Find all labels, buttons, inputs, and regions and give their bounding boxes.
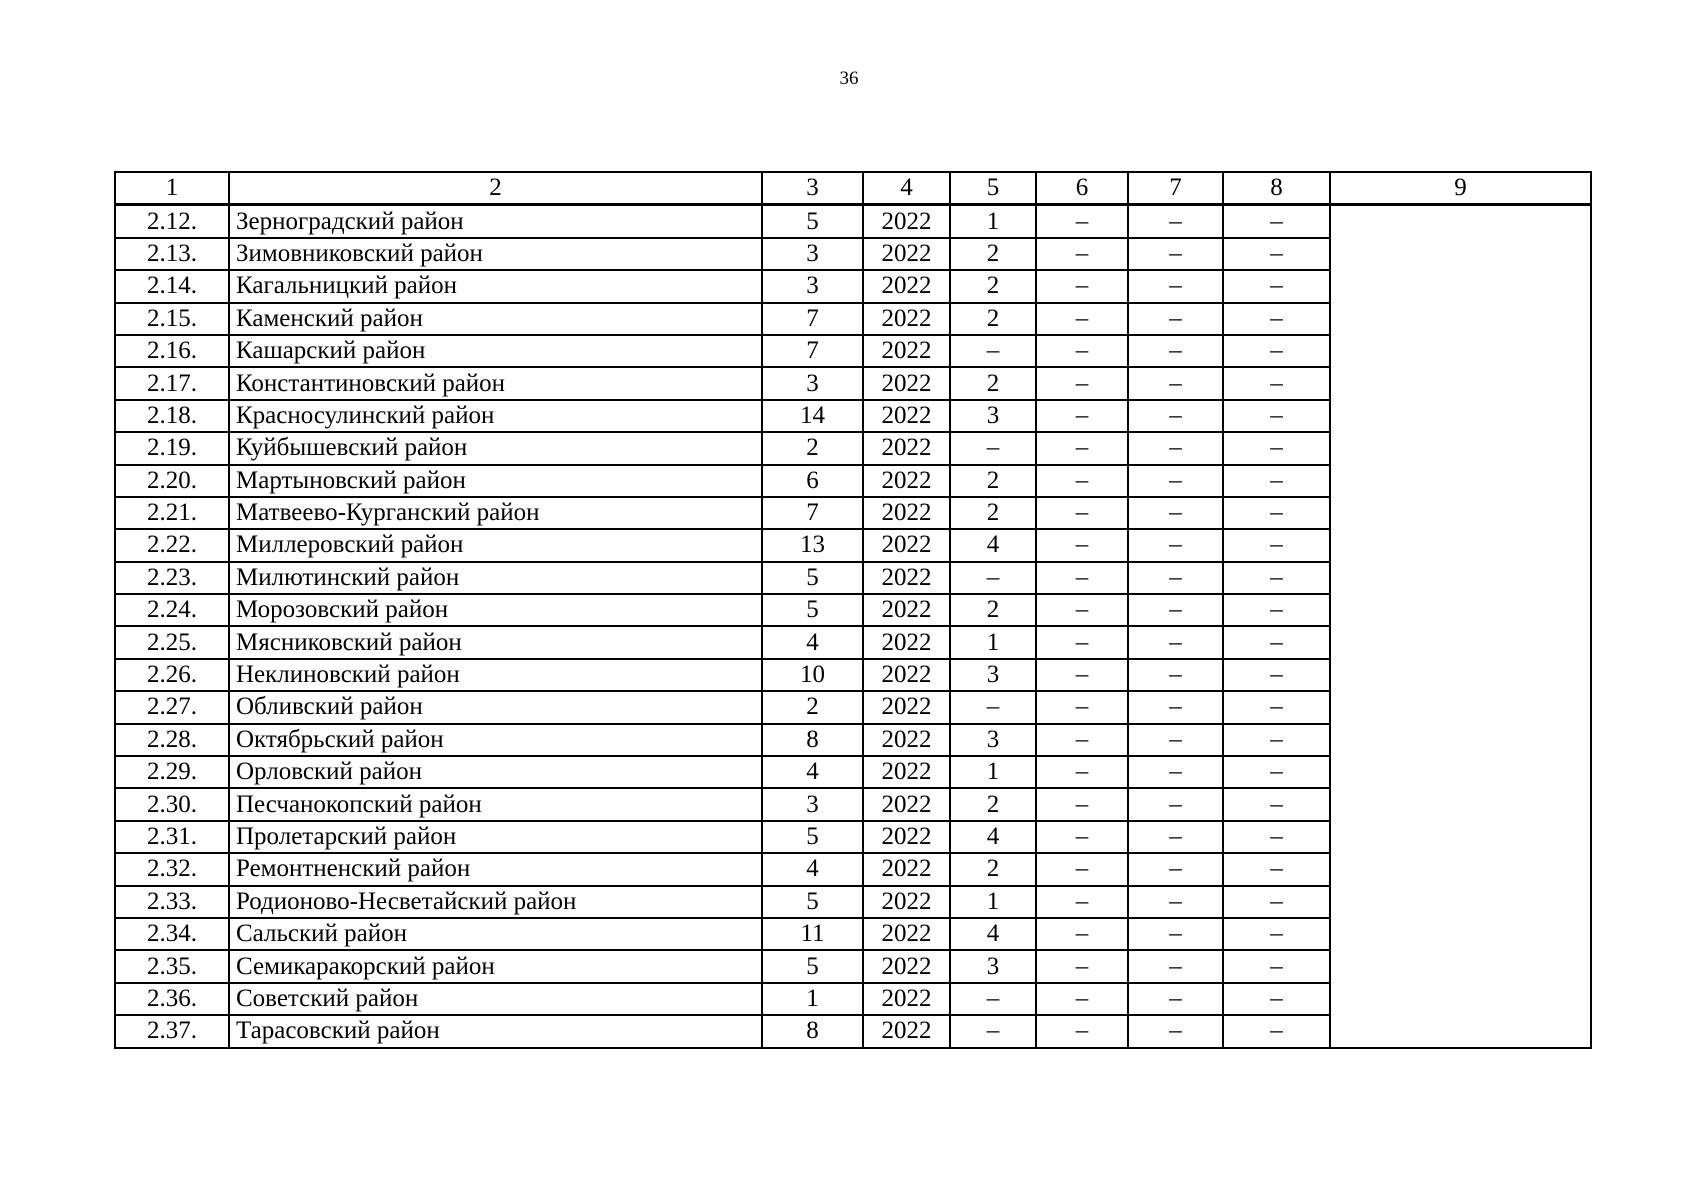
- col3-value-cell: 5: [762, 950, 863, 982]
- col8-value-cell: –: [1223, 918, 1330, 950]
- district-name-cell: Миллеровский район: [229, 529, 762, 561]
- district-name-cell: Ремонтненский район: [229, 853, 762, 885]
- col5-value-cell: 2: [950, 238, 1036, 270]
- col3-value-cell: 1: [762, 983, 863, 1015]
- col6-value-cell: –: [1036, 886, 1128, 918]
- col6-value-cell: –: [1036, 950, 1128, 982]
- header-cell: 7: [1128, 172, 1223, 205]
- district-name-cell: Пролетарский район: [229, 821, 762, 853]
- col8-value-cell: –: [1223, 594, 1330, 626]
- col5-value-cell: 3: [950, 659, 1036, 691]
- col7-value-cell: –: [1128, 367, 1223, 399]
- row-number-cell: 2.12.: [115, 205, 229, 238]
- col5-value-cell: 2: [950, 853, 1036, 885]
- col6-value-cell: –: [1036, 983, 1128, 1015]
- col7-value-cell: –: [1128, 821, 1223, 853]
- district-name-cell: Мясниковский район: [229, 626, 762, 658]
- year-cell: 2022: [863, 497, 950, 529]
- district-name-cell: Морозовский район: [229, 594, 762, 626]
- col7-value-cell: –: [1128, 626, 1223, 658]
- col7-value-cell: –: [1128, 432, 1223, 464]
- col3-value-cell: 5: [762, 594, 863, 626]
- col7-value-cell: –: [1128, 594, 1223, 626]
- col6-value-cell: –: [1036, 270, 1128, 302]
- col3-value-cell: 7: [762, 335, 863, 367]
- col8-value-cell: –: [1223, 691, 1330, 723]
- year-cell: 2022: [863, 756, 950, 788]
- col6-value-cell: –: [1036, 497, 1128, 529]
- col8-value-cell: –: [1223, 205, 1330, 238]
- year-cell: 2022: [863, 529, 950, 561]
- row-number-cell: 2.14.: [115, 270, 229, 302]
- header-cell: 1: [115, 172, 229, 205]
- col3-value-cell: 13: [762, 529, 863, 561]
- col3-value-cell: 4: [762, 756, 863, 788]
- header-cell: 3: [762, 172, 863, 205]
- col6-value-cell: –: [1036, 367, 1128, 399]
- district-name-cell: Родионово-Несветайский район: [229, 886, 762, 918]
- year-cell: 2022: [863, 465, 950, 497]
- district-name-cell: Неклиновский район: [229, 659, 762, 691]
- col6-value-cell: –: [1036, 821, 1128, 853]
- col6-value-cell: –: [1036, 659, 1128, 691]
- row-number-cell: 2.15.: [115, 303, 229, 335]
- col3-value-cell: 8: [762, 1015, 863, 1047]
- col7-value-cell: –: [1128, 205, 1223, 238]
- col5-value-cell: 1: [950, 205, 1036, 238]
- col7-value-cell: –: [1128, 562, 1223, 594]
- col7-value-cell: –: [1128, 238, 1223, 270]
- row-number-cell: 2.27.: [115, 691, 229, 723]
- col7-value-cell: –: [1128, 886, 1223, 918]
- col6-value-cell: –: [1036, 756, 1128, 788]
- col5-value-cell: –: [950, 335, 1036, 367]
- district-name-cell: Каменский район: [229, 303, 762, 335]
- col3-value-cell: 4: [762, 626, 863, 658]
- year-cell: 2022: [863, 205, 950, 238]
- year-cell: 2022: [863, 626, 950, 658]
- col8-value-cell: –: [1223, 497, 1330, 529]
- row-number-cell: 2.18.: [115, 400, 229, 432]
- col5-value-cell: –: [950, 432, 1036, 464]
- col7-value-cell: –: [1128, 1015, 1223, 1047]
- col5-value-cell: –: [950, 691, 1036, 723]
- row-number-cell: 2.24.: [115, 594, 229, 626]
- col3-value-cell: 2: [762, 432, 863, 464]
- col3-value-cell: 2: [762, 691, 863, 723]
- col7-value-cell: –: [1128, 788, 1223, 820]
- district-name-cell: Зимовниковский район: [229, 238, 762, 270]
- row-number-cell: 2.31.: [115, 821, 229, 853]
- row-number-cell: 2.28.: [115, 724, 229, 756]
- row-number-cell: 2.19.: [115, 432, 229, 464]
- col8-value-cell: –: [1223, 950, 1330, 982]
- col5-value-cell: 1: [950, 886, 1036, 918]
- col8-value-cell: –: [1223, 335, 1330, 367]
- col3-value-cell: 8: [762, 724, 863, 756]
- district-name-cell: Песчанокопский район: [229, 788, 762, 820]
- col8-value-cell: –: [1223, 562, 1330, 594]
- year-cell: 2022: [863, 367, 950, 399]
- col8-value-cell: –: [1223, 270, 1330, 302]
- district-name-cell: Обливский район: [229, 691, 762, 723]
- district-name-cell: Милютинский район: [229, 562, 762, 594]
- col8-value-cell: –: [1223, 465, 1330, 497]
- col6-value-cell: –: [1036, 853, 1128, 885]
- row-number-cell: 2.37.: [115, 1015, 229, 1047]
- year-cell: 2022: [863, 270, 950, 302]
- row-number-cell: 2.21.: [115, 497, 229, 529]
- col7-value-cell: –: [1128, 724, 1223, 756]
- col3-value-cell: 5: [762, 205, 863, 238]
- row-number-cell: 2.33.: [115, 886, 229, 918]
- col3-value-cell: 7: [762, 303, 863, 335]
- row-number-cell: 2.20.: [115, 465, 229, 497]
- col5-value-cell: 2: [950, 270, 1036, 302]
- district-name-cell: Октябрьский район: [229, 724, 762, 756]
- col6-value-cell: –: [1036, 626, 1128, 658]
- col6-value-cell: –: [1036, 529, 1128, 561]
- year-cell: 2022: [863, 562, 950, 594]
- year-cell: 2022: [863, 788, 950, 820]
- col8-value-cell: –: [1223, 367, 1330, 399]
- col7-value-cell: –: [1128, 400, 1223, 432]
- col3-value-cell: 5: [762, 821, 863, 853]
- data-table: [114, 171, 1592, 1049]
- district-name-cell: Советский район: [229, 983, 762, 1015]
- row-number-cell: 2.17.: [115, 367, 229, 399]
- col3-value-cell: 4: [762, 853, 863, 885]
- year-cell: 2022: [863, 724, 950, 756]
- col6-value-cell: –: [1036, 465, 1128, 497]
- header-cell: 6: [1036, 172, 1128, 205]
- col3-value-cell: 3: [762, 367, 863, 399]
- col8-value-cell: –: [1223, 853, 1330, 885]
- col7-value-cell: –: [1128, 303, 1223, 335]
- year-cell: 2022: [863, 821, 950, 853]
- district-name-cell: Мартыновский район: [229, 465, 762, 497]
- row-number-cell: 2.30.: [115, 788, 229, 820]
- year-cell: 2022: [863, 400, 950, 432]
- header-cell: 9: [1330, 172, 1591, 205]
- col7-value-cell: –: [1128, 465, 1223, 497]
- year-cell: 2022: [863, 983, 950, 1015]
- year-cell: 2022: [863, 886, 950, 918]
- header-cell: 5: [950, 172, 1036, 205]
- col8-value-cell: –: [1223, 626, 1330, 658]
- year-cell: 2022: [863, 659, 950, 691]
- row-number-cell: 2.36.: [115, 983, 229, 1015]
- col8-value-cell: –: [1223, 886, 1330, 918]
- row-number-cell: 2.32.: [115, 853, 229, 885]
- col5-value-cell: 1: [950, 626, 1036, 658]
- col3-value-cell: 14: [762, 400, 863, 432]
- col6-value-cell: –: [1036, 238, 1128, 270]
- col3-value-cell: 6: [762, 465, 863, 497]
- row-number-cell: 2.22.: [115, 529, 229, 561]
- col3-value-cell: 3: [762, 270, 863, 302]
- header-cell: 4: [863, 172, 950, 205]
- year-cell: 2022: [863, 335, 950, 367]
- district-name-cell: Красносулинский район: [229, 400, 762, 432]
- year-cell: 2022: [863, 432, 950, 464]
- col6-value-cell: –: [1036, 918, 1128, 950]
- col3-value-cell: 3: [762, 238, 863, 270]
- col3-value-cell: 7: [762, 497, 863, 529]
- year-cell: 2022: [863, 238, 950, 270]
- col3-value-cell: 11: [762, 918, 863, 950]
- district-name-cell: Константиновский район: [229, 367, 762, 399]
- col5-value-cell: 3: [950, 724, 1036, 756]
- col9-merged-cell: [1330, 205, 1591, 1048]
- col7-value-cell: –: [1128, 659, 1223, 691]
- row-number-cell: 2.34.: [115, 918, 229, 950]
- col6-value-cell: –: [1036, 335, 1128, 367]
- col6-value-cell: –: [1036, 303, 1128, 335]
- col7-value-cell: –: [1128, 497, 1223, 529]
- col6-value-cell: –: [1036, 1015, 1128, 1047]
- col5-value-cell: 3: [950, 950, 1036, 982]
- row-number-cell: 2.13.: [115, 238, 229, 270]
- col8-value-cell: –: [1223, 724, 1330, 756]
- col3-value-cell: 5: [762, 562, 863, 594]
- col5-value-cell: 2: [950, 303, 1036, 335]
- col8-value-cell: –: [1223, 821, 1330, 853]
- col6-value-cell: –: [1036, 400, 1128, 432]
- col5-value-cell: –: [950, 1015, 1036, 1047]
- page-number: 36: [839, 68, 859, 89]
- col7-value-cell: –: [1128, 983, 1223, 1015]
- row-number-cell: 2.35.: [115, 950, 229, 982]
- district-name-cell: Куйбышевский район: [229, 432, 762, 464]
- district-name-cell: Кашарский район: [229, 335, 762, 367]
- col8-value-cell: –: [1223, 529, 1330, 561]
- col8-value-cell: –: [1223, 303, 1330, 335]
- col3-value-cell: 5: [762, 886, 863, 918]
- col7-value-cell: –: [1128, 950, 1223, 982]
- col8-value-cell: –: [1223, 756, 1330, 788]
- col5-value-cell: 2: [950, 465, 1036, 497]
- col6-value-cell: –: [1036, 724, 1128, 756]
- col5-value-cell: 1: [950, 756, 1036, 788]
- year-cell: 2022: [863, 918, 950, 950]
- row-number-cell: 2.29.: [115, 756, 229, 788]
- table-body: [115, 205, 1591, 1048]
- col6-value-cell: –: [1036, 594, 1128, 626]
- row-number-cell: 2.23.: [115, 562, 229, 594]
- col8-value-cell: –: [1223, 788, 1330, 820]
- col8-value-cell: –: [1223, 1015, 1330, 1047]
- col5-value-cell: 3: [950, 400, 1036, 432]
- col7-value-cell: –: [1128, 853, 1223, 885]
- col8-value-cell: –: [1223, 983, 1330, 1015]
- col6-value-cell: –: [1036, 432, 1128, 464]
- col3-value-cell: 10: [762, 659, 863, 691]
- col7-value-cell: –: [1128, 691, 1223, 723]
- header-row: [115, 172, 1591, 205]
- col5-value-cell: 2: [950, 367, 1036, 399]
- year-cell: 2022: [863, 1015, 950, 1047]
- year-cell: 2022: [863, 853, 950, 885]
- district-name-cell: Матвеево-Курганский район: [229, 497, 762, 529]
- col5-value-cell: 2: [950, 497, 1036, 529]
- col7-value-cell: –: [1128, 335, 1223, 367]
- col5-value-cell: 4: [950, 821, 1036, 853]
- col5-value-cell: –: [950, 983, 1036, 1015]
- row-number-cell: 2.26.: [115, 659, 229, 691]
- district-name-cell: Семикаракорский район: [229, 950, 762, 982]
- year-cell: 2022: [863, 594, 950, 626]
- col5-value-cell: 2: [950, 594, 1036, 626]
- row-number-cell: 2.16.: [115, 335, 229, 367]
- col6-value-cell: –: [1036, 788, 1128, 820]
- header-cell: 2: [229, 172, 762, 205]
- year-cell: 2022: [863, 303, 950, 335]
- col6-value-cell: –: [1036, 562, 1128, 594]
- district-name-cell: Зерноградский район: [229, 205, 762, 238]
- col6-value-cell: –: [1036, 205, 1128, 238]
- col7-value-cell: –: [1128, 270, 1223, 302]
- col8-value-cell: –: [1223, 238, 1330, 270]
- header-cell: 8: [1223, 172, 1330, 205]
- col8-value-cell: –: [1223, 659, 1330, 691]
- year-cell: 2022: [863, 950, 950, 982]
- col5-value-cell: 4: [950, 529, 1036, 561]
- district-name-cell: Орловский район: [229, 756, 762, 788]
- col5-value-cell: –: [950, 562, 1036, 594]
- col8-value-cell: –: [1223, 400, 1330, 432]
- col7-value-cell: –: [1128, 529, 1223, 561]
- district-name-cell: Сальский район: [229, 918, 762, 950]
- col8-value-cell: –: [1223, 432, 1330, 464]
- col6-value-cell: –: [1036, 691, 1128, 723]
- table-row: [115, 205, 1591, 238]
- year-cell: 2022: [863, 691, 950, 723]
- col5-value-cell: 4: [950, 918, 1036, 950]
- col7-value-cell: –: [1128, 756, 1223, 788]
- district-name-cell: Кагальницкий район: [229, 270, 762, 302]
- district-name-cell: Тарасовский район: [229, 1015, 762, 1047]
- col3-value-cell: 3: [762, 788, 863, 820]
- row-number-cell: 2.25.: [115, 626, 229, 658]
- col5-value-cell: 2: [950, 788, 1036, 820]
- col7-value-cell: –: [1128, 918, 1223, 950]
